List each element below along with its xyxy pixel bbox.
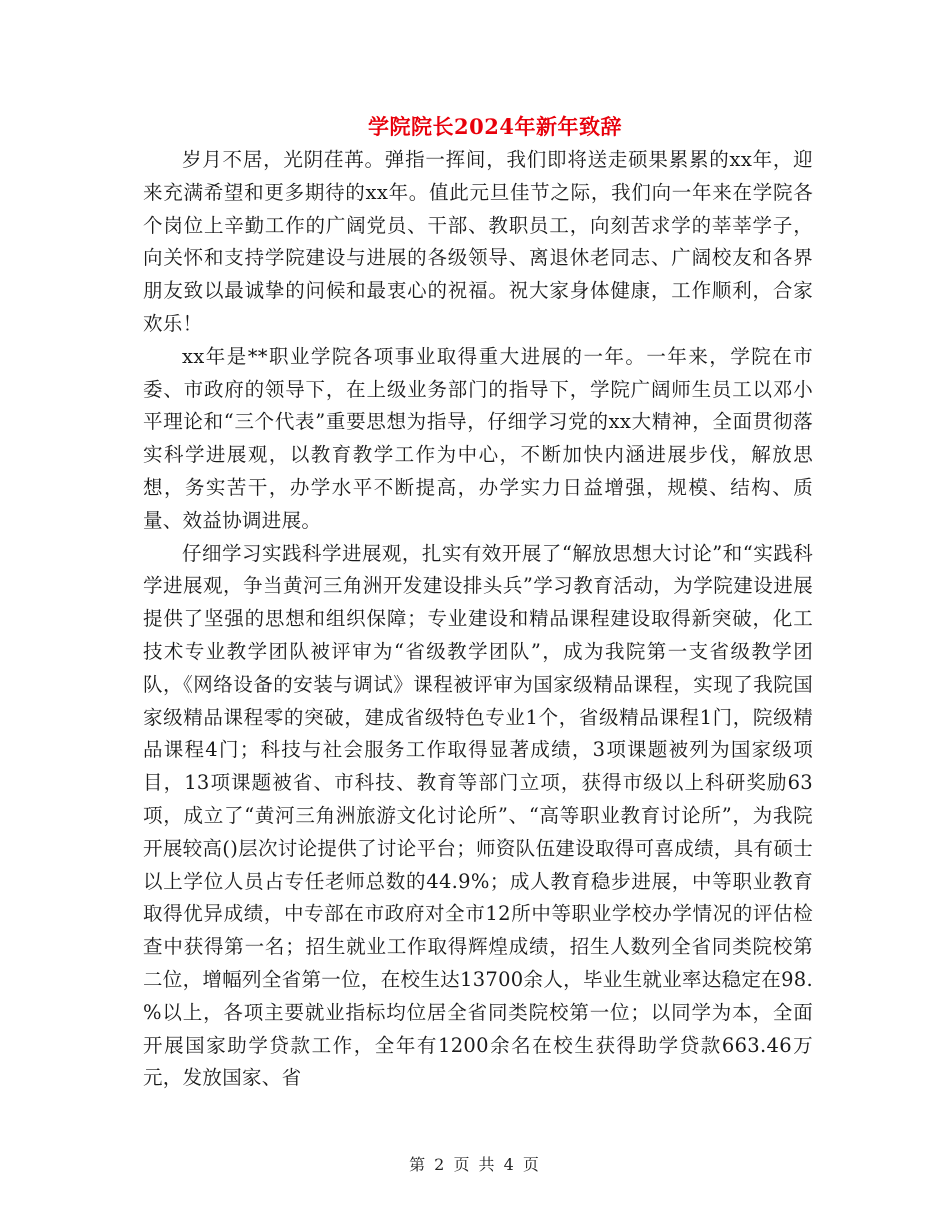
paragraph-year-review: xx年是**职业学院各项事业取得重大进展的一年。一年来，学院在市委、市政府的领导下，在上级业务部门的指导下，学院广阔师生员工以邓小平理论和“三个代表”重要思想为指导，仔细学习党的xx大精神，全面贯彻落实科学进展观，以教育教学工作为中心，不断加快内涵进展步伐，解放思想，务实苦干，办学水平不断提高，办学实力日益增强，规模、结构、质量、效益协调进展。 <box>143 344 813 532</box>
page-number-footer: 第 2 页 共 4 页 <box>409 1155 541 1174</box>
document-title: 学院院长2024年新年致辞 <box>368 114 622 139</box>
document-body <box>143 144 813 1095</box>
paragraph-greeting: 岁月不居，光阴荏苒。弹指一挥间，我们即将送走硕果累累的xx年，迎来充满希望和更多期待的xx年。值此元旦佳节之际，我们向一年来在学院各个岗位上辛勤工作的广阔党员、干部、教职员工，向刻苦求学的莘莘学子，向关怀和支持学院建设与进展的各级领导、离退休老同志、广阔校友和各界朋友致以最诚挚的问候和最衷心的祝福。祝大家身体健康，工作顺利，合家欢乐！ <box>143 148 813 335</box>
paragraph-achievements: 仔细学习实践科学进展观，扎实有效开展了“解放思想大讨论”和“实践科学进展观，争当黄河三角洲开发建设排头兵”学习教育活动，为学院建设进展提供了坚强的思想和组织保障；专业建设和精品课程建设取得新突破，化工技术专业教学团队被评审为“省级教学团队”，成为我院第一支省级教学团队，《网络设备的安装与调试》课程被评审为国家级精品课程，实现了我院国家级精品课程零的突破，建成省级特色专业1个，省级精品课程1门，院级精品课程4门；科技与社会服务工作取得显著成绩，3项课题被列为国家级项目，13项课题被省、市科技、教育等部门立项，获得市级以上科研奖励63项，成立了“黄河三角洲旅游文化讨论所”、“高等职业教育讨论所”，为我院开展较高()层次讨论提供了讨论平台；师资队伍建设取得可喜成绩，具有硕士以上学位人员占专任老师总数的44.9%；成人教育稳步进展，中等职业教育取得优异成绩，中专部在市政府对全市12所中等职业学校办学情况的评估检查中获得第一名；招生就业工作取得辉煌成绩，招生人数列全省同类院校第二位，增幅列全省第一位，在校生达13700余人，毕业生就业率达稳定在98. %以上，各项主要就业指标均位居全省同类院校第一位；以同学为本，全面开展国家助学贷款工作，全年有1200余名在校生获得助学贷款663.46万元，发放国家、省 <box>143 541 813 1090</box>
